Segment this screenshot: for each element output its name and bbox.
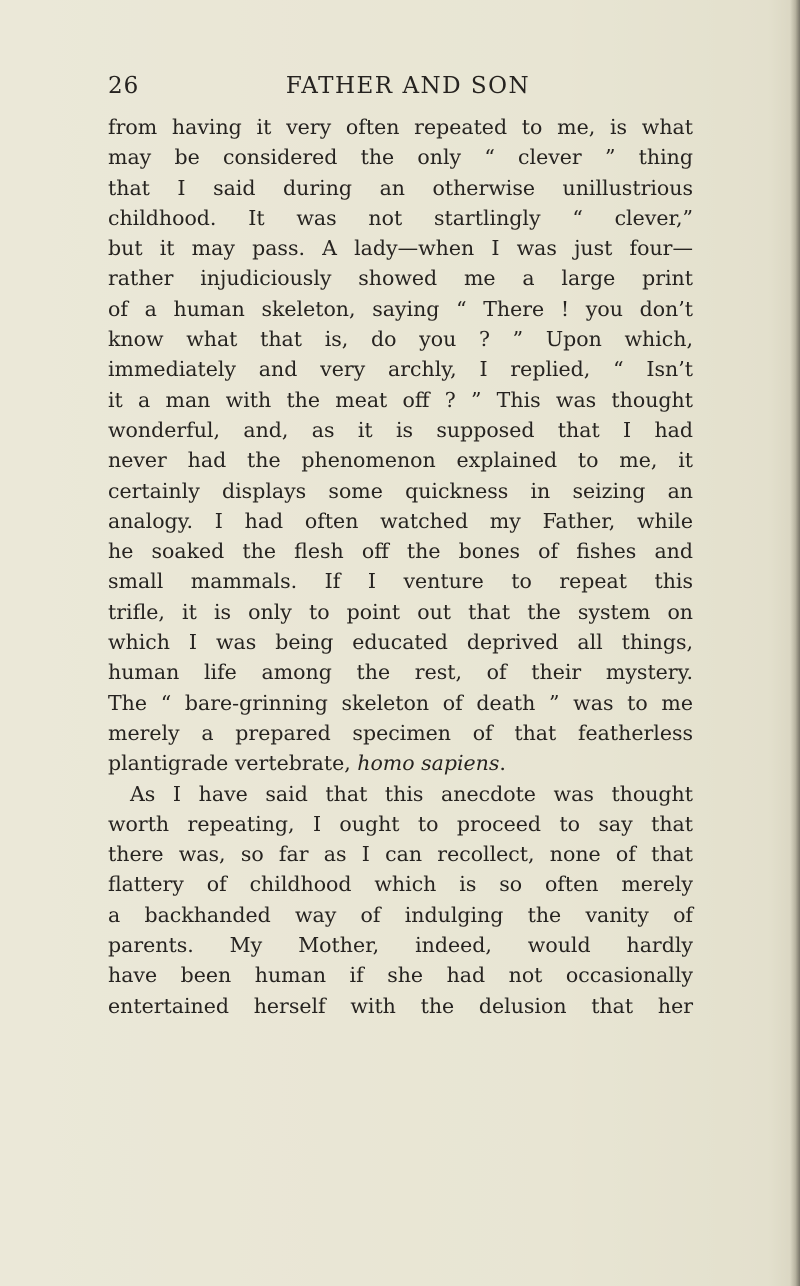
text-line: trifle, it is only to point out that the system on <box>108 599 693 624</box>
text-line: immediately and very archly, I replied, “ Isn’t <box>108 357 693 382</box>
running-head <box>108 73 708 107</box>
body-text <box>108 112 693 1021</box>
italic-text: homo sapiens <box>357 751 500 776</box>
text-line: wonderful, and, as it is supposed that I had <box>108 417 693 442</box>
text-line: of a human skeleton, saying “ There ! you don’t <box>108 296 693 321</box>
text-line: there was, so far as I can recollect, none of that <box>108 842 693 867</box>
text-line: parents. My Mother, indeed, would hardly <box>108 933 693 958</box>
text-line: but it may pass. A lady—when I was just four— <box>108 236 693 261</box>
page-edge-shadow <box>790 0 800 1286</box>
text-line: certainly displays some quickness in seizing an <box>108 478 693 503</box>
text-line-paragraph-start: As I have said that this anecdote was thought <box>130 781 693 806</box>
text-line: small mammals. If I venture to repeat this <box>108 569 693 594</box>
text-line: entertained herself with the delusion that her <box>108 993 693 1018</box>
text-line: know what that is, do you ? ” Upon which, <box>108 327 693 352</box>
page-number: 26 <box>108 73 140 99</box>
text-line-paragraph-end <box>108 748 693 778</box>
text-line: have been human if she had not occasionally <box>108 963 693 988</box>
text-line: that I said during an otherwise unillustrious <box>108 175 693 200</box>
text-line: never had the phenomenon explained to me, it <box>108 448 693 473</box>
text-line: flattery of childhood which is so often merely <box>108 872 693 897</box>
plain-text: plantigrade vertebrate, <box>108 751 358 776</box>
text-line: analogy. I had often watched my Father, while <box>108 508 693 533</box>
text-line: rather injudiciously showed me a large print <box>108 266 693 291</box>
text-line: a backhanded way of indulging the vanity of <box>108 902 693 927</box>
text-line: it a man with the meat off ? ” This was thought <box>108 387 693 412</box>
text-line: childhood. It was not startlingly “ clever,” <box>108 205 693 230</box>
text-line: he soaked the flesh off the bones of fishes and <box>108 539 693 564</box>
sentence-end: . <box>499 751 506 776</box>
text-line: human life among the rest, of their mystery. <box>108 660 693 685</box>
text-line: from having it very often repeated to me, is what <box>108 115 693 139</box>
text-line: which I was being educated deprived all things, <box>108 630 693 655</box>
text-line: worth repeating, I ought to proceed to say that <box>108 811 693 836</box>
running-title: FATHER AND SON <box>285 73 531 99</box>
text-line: merely a prepared specimen of that featherless <box>108 720 693 745</box>
text-line: may be considered the only “ clever ” thing <box>108 145 693 170</box>
text-line: The “ bare-grinning skeleton of death ” was to me <box>108 690 693 715</box>
